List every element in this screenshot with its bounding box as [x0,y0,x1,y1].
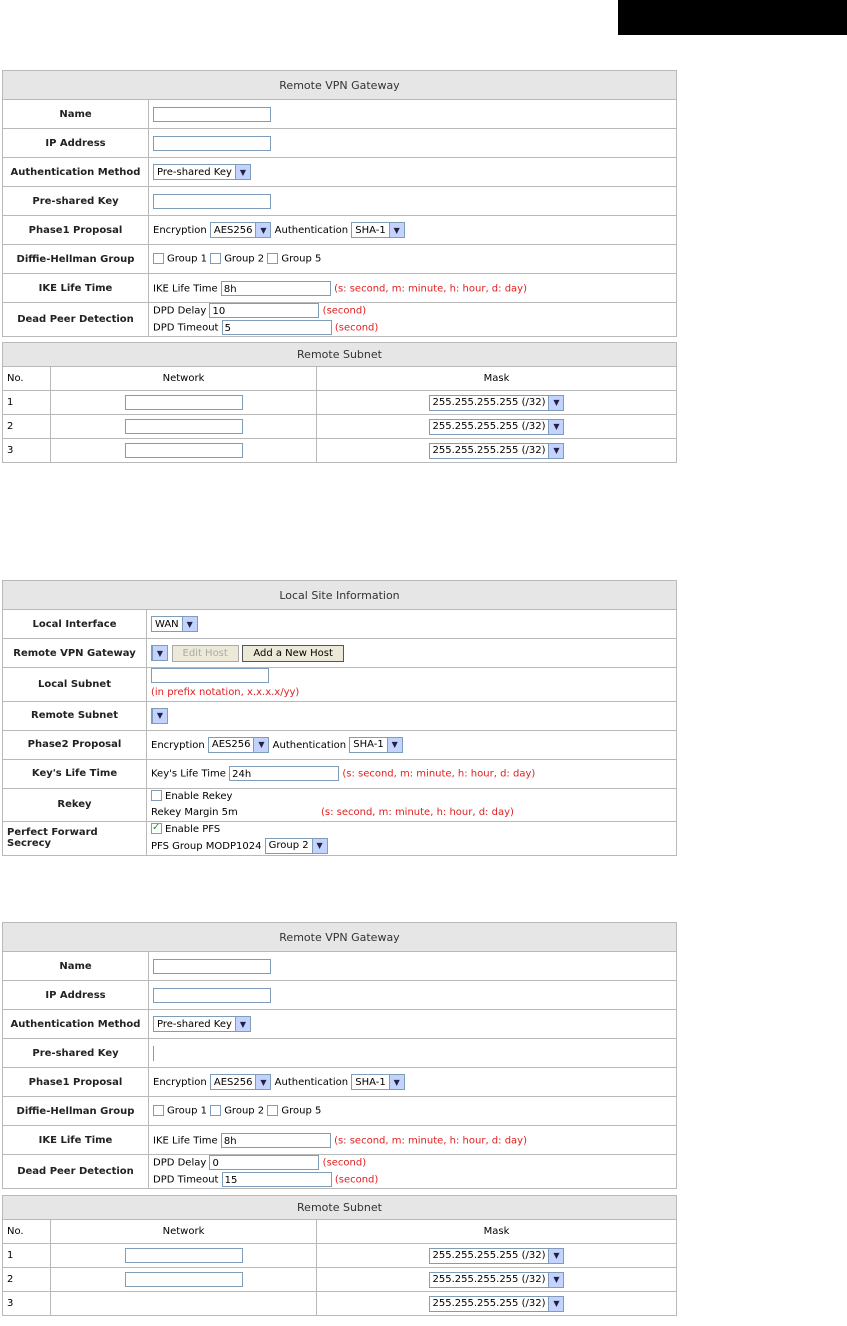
ike-life-time-input[interactable]: 8h [221,1133,331,1148]
row-no: 1 [3,1244,51,1268]
ike-life-time-label: IKE Life Time [3,274,149,303]
edit-host-button[interactable]: Edit Host [172,645,239,662]
phase2-encryption-label: Encryption [151,739,205,751]
prefix-hint: (in prefix notation, x.x.x.x/yy) [151,686,300,698]
chevron-down-icon: ▼ [548,420,563,434]
dpd-label: Dead Peer Detection [3,1155,149,1189]
col-network: Network [51,367,317,391]
key-life-input[interactable]: 24h [229,766,339,781]
mask-select[interactable] [429,443,565,459]
group1-checkbox[interactable] [153,1105,164,1116]
chevron-down-icon: ▼ [152,646,167,660]
chevron-down-icon: ▼ [255,1075,270,1089]
col-network: Network [51,1220,317,1244]
enable-pfs-label: Enable PFS [165,823,221,835]
phase2-label: Phase2 Proposal [3,730,147,759]
dpd-delay-hint: (second) [322,1157,367,1169]
chevron-down-icon: ▼ [253,738,268,752]
auth-method-value: Pre-shared Key [157,166,232,178]
group1-label: Group 1 [167,1105,207,1117]
chevron-down-icon: ▼ [152,709,167,723]
panel-title: Remote VPN Gateway [3,923,677,952]
group1-checkbox[interactable] [153,253,164,264]
group5-checkbox[interactable] [267,1105,278,1116]
dpd-delay-hint: (second) [322,305,367,317]
ike-inline-label: IKE Life Time [153,283,218,294]
dpd-label: Dead Peer Detection [3,303,149,337]
ike-life-time-input[interactable]: 8h [221,281,331,296]
group5-label: Group 5 [281,253,322,265]
dpd-timeout-hint: (second) [334,1174,379,1185]
row-no: 3 [3,1292,51,1316]
network-input[interactable] [125,419,243,434]
authentication-value: SHA-1 [355,224,386,236]
network-input[interactable] [125,1272,243,1287]
row-no: 2 [3,1268,51,1292]
psk-input[interactable] [153,1046,271,1061]
name-input[interactable] [153,107,271,122]
ike-hint: (s: second, m: minute, h: hour, d: day) [334,283,527,294]
remote-subnet-panel-1 [2,342,677,463]
chevron-down-icon: ▼ [548,444,563,458]
group2-checkbox[interactable] [210,253,221,264]
chevron-down-icon: ▼ [548,396,563,410]
psk-label: Pre-shared Key [3,187,149,216]
local-subnet-input[interactable] [151,668,269,683]
encryption-value: AES256 [213,1076,253,1088]
dpd-delay-input[interactable]: 0 [209,1155,319,1170]
encryption-label: Encryption [153,1077,207,1088]
local-iface-label: Local Interface [3,610,147,639]
mask-value: 255.255.255.255 (/32) [432,421,546,432]
remote-subnet-panel-2 [2,1195,677,1316]
auth-method-value: Pre-shared Key [157,1018,232,1030]
remote-subnet-label: Remote Subnet [3,701,147,730]
local-title: Local Site Information [3,581,677,610]
enable-pfs-checkbox[interactable] [151,823,162,834]
chevron-down-icon: ▼ [387,738,402,752]
pfs-group-value: Group 2 [268,839,309,851]
pfs-group-select[interactable] [265,838,328,854]
mask-select[interactable] [429,419,565,435]
dpd-timeout-input[interactable]: 5 [222,320,332,335]
group2-label: Group 2 [224,1105,265,1117]
table-row [3,1268,677,1292]
ip-address-input[interactable] [153,988,271,1003]
authentication-select[interactable] [351,222,404,238]
row-no: 3 [3,439,51,463]
phase1-label: Phase1 Proposal [3,216,149,245]
name-label: Name [3,100,149,129]
chevron-down-icon: ▼ [389,1075,404,1089]
dpd-delay-label: DPD Delay [153,305,207,317]
name-input[interactable] [153,959,271,974]
auth-method-select[interactable] [153,1016,251,1032]
col-mask: Mask [317,367,677,391]
dpd-delay-label: DPD Delay [153,1157,207,1169]
chevron-down-icon: ▼ [548,1249,563,1263]
auth-method-label: Authentication Method [3,158,149,187]
group2-checkbox[interactable] [210,1105,221,1116]
local-iface-select[interactable] [151,616,198,632]
phase2-authentication-label: Authentication [272,739,347,751]
col-no: No. [3,1220,51,1244]
phase1-label: Phase1 Proposal [3,1068,149,1097]
dpd-delay-input[interactable]: 10 [209,303,319,318]
mask-value: 255.255.255.255 (/32) [432,397,546,408]
encryption-value: AES256 [213,224,253,236]
enable-rekey-checkbox[interactable] [151,790,162,801]
pfs-label: Perfect Forward Secrecy [3,821,147,855]
remote-subnet-select[interactable] [151,708,168,724]
network-input[interactable] [125,395,243,410]
remote-vpn-gateway-panel-1 [2,70,677,337]
local-subnet-label: Local Subnet [3,668,147,702]
header-black-bar [618,0,847,35]
row-no: 2 [3,415,51,439]
phase2-authentication-value: SHA-1 [353,739,384,750]
authentication-value: SHA-1 [355,1076,386,1088]
key-life-hint: (s: second, m: minute, h: hour, d: day) [342,768,536,780]
key-life-label: Key's Life Time [3,759,147,788]
dpd-timeout-hint: (second) [334,322,379,333]
group2-label: Group 2 [224,253,265,265]
chevron-down-icon: ▼ [235,165,250,179]
table-row [3,439,677,463]
table-row [3,1292,677,1316]
auth-method-select[interactable] [153,164,251,180]
mask-value: 255.255.255.255 (/32) [432,1274,546,1285]
gateway-label: Remote VPN Gateway [3,639,147,668]
encryption-select[interactable] [210,1074,272,1090]
col-no: No. [3,367,51,391]
ip-address-label: IP Address [3,981,149,1010]
phase2-encryption-value: AES256 [211,739,251,750]
chevron-down-icon: ▼ [182,617,197,631]
rekey-margin-label: Rekey Margin 5m [151,806,238,818]
local-site-panel [2,580,677,856]
subnet-title: Remote Subnet [3,1196,677,1220]
table-row [3,1244,677,1268]
mask-value: 255.255.255.255 (/32) [432,1298,546,1309]
mask-value: 255.255.255.255 (/32) [432,1250,546,1261]
mask-value: 255.255.255.255 (/32) [432,445,546,456]
row-no: 1 [3,391,51,415]
table-row [3,391,677,415]
group1-label: Group 1 [167,253,207,265]
authentication-label: Authentication [274,225,349,236]
rekey-hint: (s: second, m: minute, h: hour, d: day) [320,806,514,818]
chevron-down-icon: ▼ [312,839,327,853]
ike-inline-label: IKE Life Time [153,1135,218,1146]
phase2-authentication-select[interactable] [349,737,402,753]
dpd-timeout-input[interactable]: 15 [222,1172,332,1187]
mask-select[interactable] [429,1248,565,1264]
network-input[interactable] [125,1296,243,1311]
chevron-down-icon: ▼ [548,1273,563,1287]
chevron-down-icon: ▼ [255,223,270,237]
dpd-timeout-label: DPD Timeout [153,1174,219,1185]
chevron-down-icon: ▼ [235,1017,250,1031]
key-life-inline-label: Key's Life Time [151,768,226,780]
rekey-label: Rekey [3,788,147,821]
authentication-label: Authentication [274,1077,349,1088]
network-input[interactable] [125,443,243,458]
psk-label: Pre-shared Key [3,1039,149,1068]
add-host-button[interactable]: Add a New Host [242,645,344,662]
group5-label: Group 5 [281,1105,322,1117]
authentication-select[interactable] [351,1074,404,1090]
dpd-timeout-label: DPD Timeout [153,322,219,333]
table-row [3,415,677,439]
panel-title: Remote VPN Gateway [3,71,677,100]
remote-vpn-gateway-panel-2 [2,922,677,1189]
gateway-select[interactable] [151,645,168,661]
name-label: Name [3,952,149,981]
phase2-encryption-select[interactable] [208,737,270,753]
chevron-down-icon: ▼ [548,1297,563,1311]
mask-select[interactable] [429,1296,565,1312]
psk-input[interactable] [153,194,271,209]
group5-checkbox[interactable] [267,253,278,264]
network-input[interactable] [125,1248,243,1263]
mask-select[interactable] [429,1272,565,1288]
local-iface-value: WAN [155,618,179,630]
ike-hint: (s: second, m: minute, h: hour, d: day) [334,1135,527,1146]
ike-life-time-label: IKE Life Time [3,1126,149,1155]
mask-select[interactable] [429,395,565,411]
enable-rekey-label: Enable Rekey [165,790,233,802]
ip-address-label: IP Address [3,129,149,158]
dh-group-label: Diffie-Hellman Group [3,245,149,274]
col-mask: Mask [317,1220,677,1244]
encryption-label: Encryption [153,225,207,236]
auth-method-label: Authentication Method [3,1010,149,1039]
pfs-group-label: PFS Group MODP1024 [151,840,262,852]
encryption-select[interactable] [210,222,272,238]
subnet-title: Remote Subnet [3,343,677,367]
chevron-down-icon: ▼ [389,223,404,237]
dh-group-label: Diffie-Hellman Group [3,1097,149,1126]
ip-address-input[interactable] [153,136,271,151]
